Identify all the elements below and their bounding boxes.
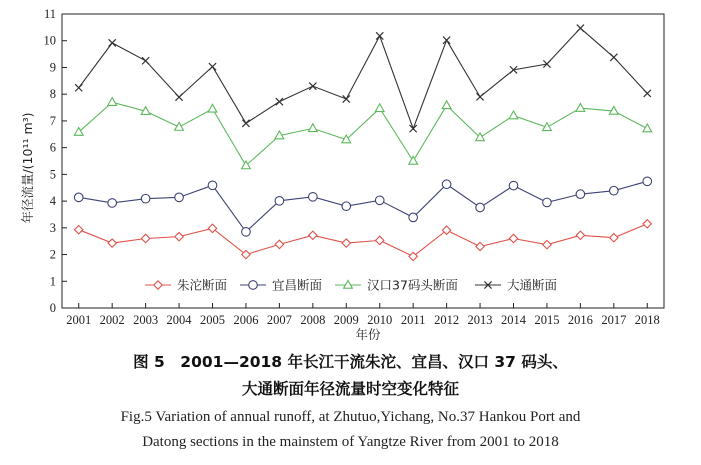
data-point	[242, 120, 249, 127]
data-point	[342, 239, 350, 247]
x-tick-label: 2003	[133, 313, 159, 327]
legend-item-1	[240, 278, 322, 293]
x-tick-label: 2010	[367, 313, 393, 327]
x-tick-label: 2015	[534, 313, 560, 327]
data-point	[643, 220, 651, 228]
data-point	[108, 98, 117, 106]
y-tick-label: 3	[49, 220, 56, 235]
data-point	[109, 39, 116, 46]
data-point	[409, 156, 418, 164]
x-axis-label: 年份	[355, 327, 381, 342]
y-tick-label: 0	[49, 301, 56, 315]
data-point	[309, 231, 317, 239]
x-tick-label: 2018	[634, 313, 660, 327]
legend	[145, 278, 557, 293]
data-point	[343, 95, 350, 102]
data-point	[249, 281, 258, 290]
legend-label: 大通断面	[507, 277, 558, 293]
y-tick-label: 6	[49, 140, 56, 155]
data-point	[108, 199, 117, 208]
data-point	[509, 111, 518, 119]
y-tick-label: 2	[49, 247, 56, 262]
data-point	[208, 181, 217, 190]
data-point	[476, 93, 483, 100]
data-point	[576, 231, 584, 239]
x-tick-label: 2017	[601, 313, 627, 327]
data-point	[643, 124, 652, 132]
data-point	[275, 197, 284, 206]
data-point	[309, 193, 318, 202]
figure-caption-cn-line1: 图 5 2001—2018 年长江干流朱沱、宜昌、汉口 37 码头、	[133, 353, 568, 371]
data-point	[208, 104, 217, 112]
data-point	[410, 125, 417, 132]
x-tick-label: 2001	[66, 313, 92, 327]
x-tick-label: 2009	[333, 313, 359, 327]
data-point	[476, 203, 485, 212]
data-point	[275, 240, 283, 248]
legend-label: 朱沱断面	[177, 277, 228, 293]
y-tick-label: 7	[49, 113, 56, 128]
plot-border	[62, 14, 664, 308]
legend-item-3	[475, 278, 557, 293]
data-point	[443, 37, 450, 44]
x-tick-label: 2002	[99, 313, 125, 327]
data-point	[476, 242, 484, 250]
data-point	[141, 194, 150, 203]
data-point	[75, 84, 82, 91]
x-tick-label: 2012	[434, 313, 460, 327]
data-point	[643, 177, 652, 186]
x-tick-label: 2004	[166, 313, 192, 327]
data-point	[154, 281, 162, 289]
data-point	[175, 122, 184, 130]
legend-item-2	[335, 278, 458, 293]
data-point	[543, 198, 552, 207]
series-line	[79, 224, 648, 257]
data-point	[644, 90, 651, 97]
data-point	[308, 124, 317, 132]
data-point	[175, 94, 182, 101]
data-point	[74, 193, 83, 202]
data-point	[509, 234, 517, 242]
data-point	[442, 101, 451, 109]
y-tick-label: 5	[49, 167, 56, 182]
x-tick-label: 2013	[467, 313, 493, 327]
x-tick-label: 2008	[300, 313, 326, 327]
data-point	[442, 180, 451, 189]
data-point	[376, 236, 384, 244]
data-point	[543, 240, 551, 248]
data-point	[108, 239, 116, 247]
x-tick-label: 2007	[266, 313, 292, 327]
y-tick-label: 1	[49, 274, 56, 289]
y-tick-label: 4	[49, 194, 56, 209]
data-point	[610, 234, 618, 242]
data-point	[309, 83, 316, 90]
data-point	[610, 186, 619, 195]
legend-item-0	[145, 278, 227, 293]
figure-caption-en-line1: Fig.5 Variation of annual runoff, at Zhutuo,Yichang, No.37 Hankou Port and	[120, 409, 581, 425]
data-point	[175, 193, 184, 202]
x-tick-label: 2006	[233, 313, 259, 327]
data-point	[509, 181, 518, 190]
data-point	[141, 234, 149, 242]
plot-frame	[62, 14, 664, 308]
x-tick-label: 2005	[200, 313, 225, 327]
data-point	[576, 103, 585, 111]
series-line	[79, 102, 648, 165]
legend-label: 汉口37码头断面	[367, 277, 458, 293]
data-point	[209, 63, 216, 70]
y-axis	[44, 7, 68, 315]
data-point	[342, 202, 351, 211]
data-point	[577, 25, 584, 32]
y-tick-label: 11	[43, 7, 56, 21]
data-point	[75, 225, 83, 233]
series-1	[74, 177, 651, 236]
y-tick-label: 9	[49, 60, 56, 75]
y-tick-label: 8	[49, 87, 56, 102]
y-axis-label: 年径流量/(10¹¹ m³)	[20, 112, 35, 224]
x-tick-label: 2011	[400, 313, 426, 327]
data-point	[276, 98, 283, 105]
data-point	[344, 280, 353, 288]
series-3	[75, 25, 651, 133]
data-point	[375, 104, 384, 112]
legend-label: 宜昌断面	[272, 277, 323, 293]
data-point	[375, 196, 384, 205]
y-tick-label: 10	[43, 33, 56, 48]
data-point	[242, 228, 251, 237]
x-axis	[66, 303, 660, 327]
data-point	[409, 213, 418, 222]
x-tick-label: 2014	[501, 313, 526, 327]
series-2	[74, 98, 651, 169]
figure-caption-cn-line2: 大通断面年径流量时空变化特征	[241, 380, 459, 398]
data-point	[576, 190, 585, 199]
data-point	[610, 54, 617, 61]
data-point	[175, 232, 183, 240]
series-line	[79, 181, 648, 232]
figure-caption-en-line2: Datong sections in the mainstem of Yangtze River from 2001 to 2018	[142, 434, 559, 450]
series-line	[79, 28, 648, 128]
data-point	[142, 57, 149, 64]
data-point	[376, 32, 383, 39]
series-0	[75, 220, 652, 261]
x-tick-label: 2016	[567, 313, 593, 327]
series-layer	[74, 25, 651, 261]
